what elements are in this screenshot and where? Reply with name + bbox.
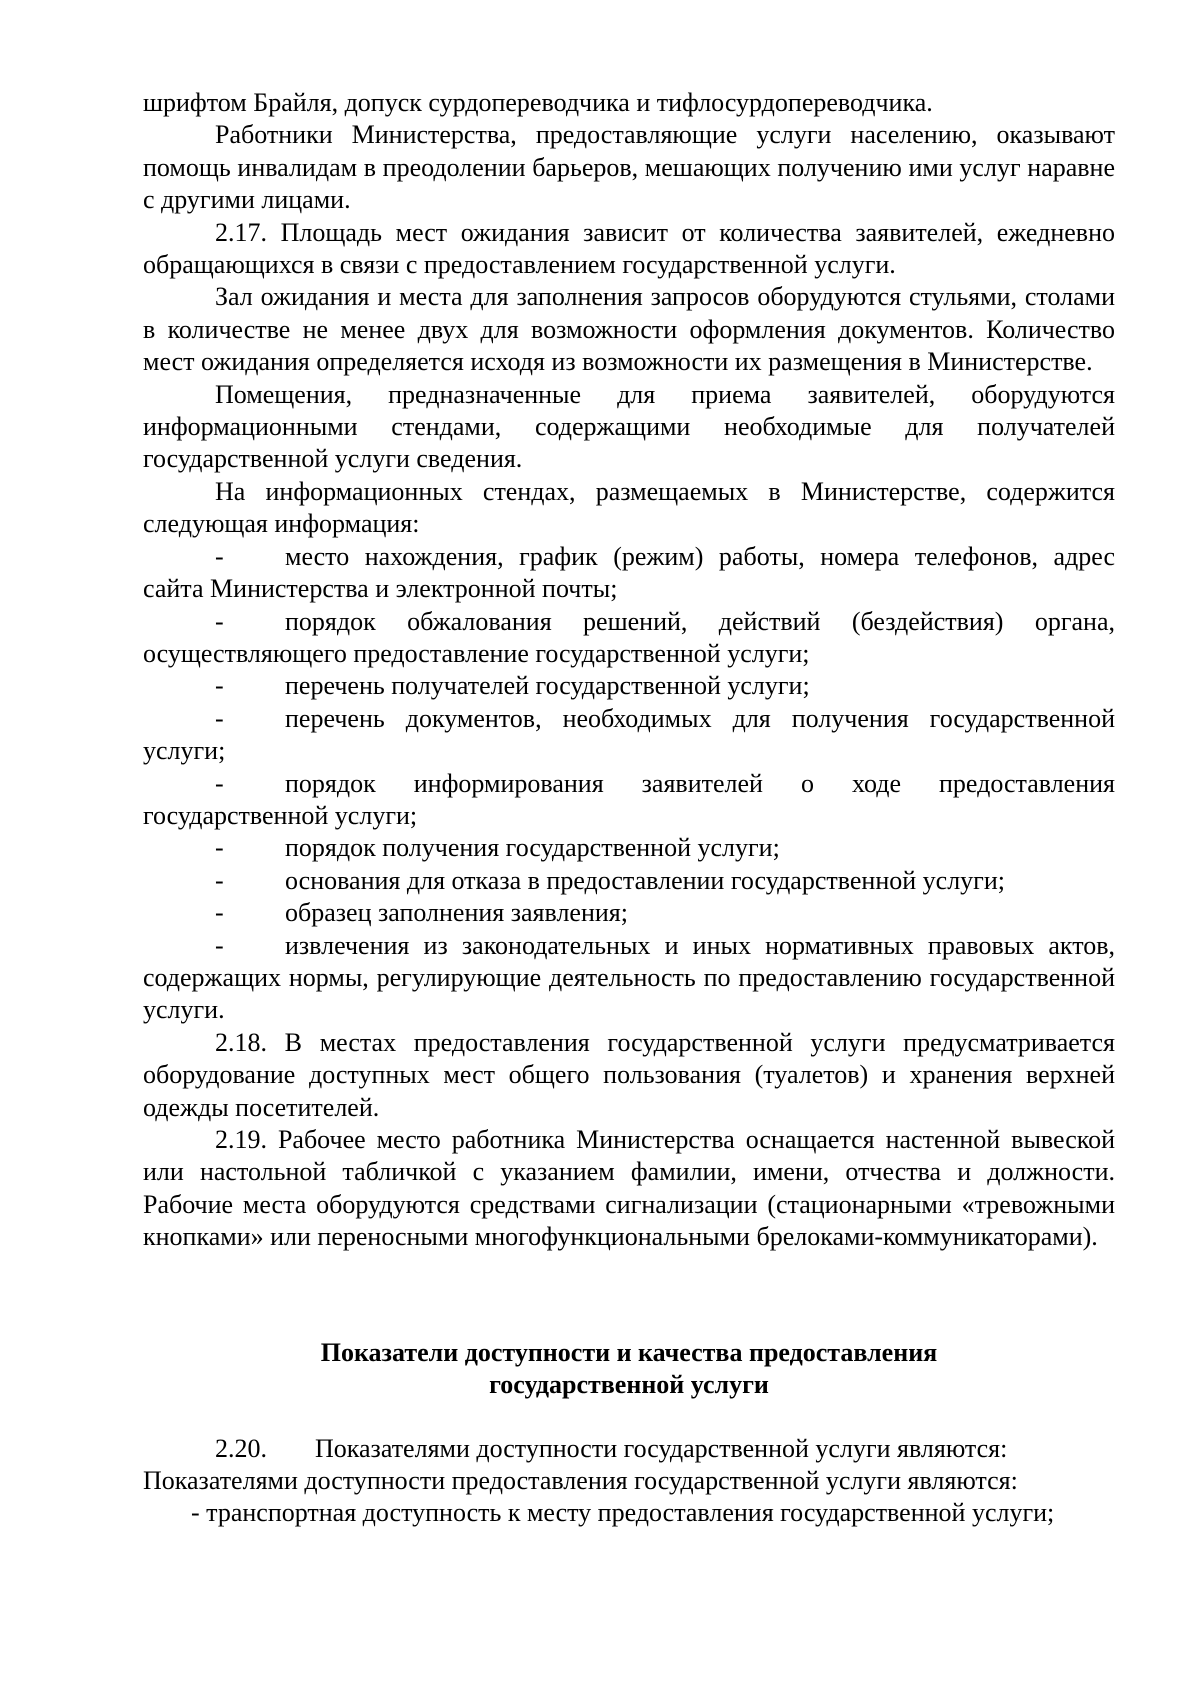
- list-item: [143, 832, 1115, 864]
- list-item-text: порядок обжалования решений, действий (бездействия) органа, осуществляющего предоставление государственной услуги;: [143, 606, 1115, 668]
- list-item-text: извлечения из законодательных и иных нормативных правовых актов, содержащих нормы, регулирующие деятельность по предоставлению государственной услуги.: [143, 930, 1115, 1025]
- list-item-text: порядок получения государственной услуги;: [285, 833, 780, 863]
- list-item: [143, 865, 1115, 897]
- paragraph-employees-help: Работники Министерства, предоставляющие услуги населению, оказывают помощь инвалидам в преодолении барьеров, мешающих получению ими услуг наравне с другими лицами.: [143, 120, 1115, 215]
- paragraph-2-19: 2.19. Рабочее место работника Министерства оснащается настенной вывеской или настольной табличкой с указанием фамилии, имени, отчества и должности. Рабочие места оборудуются средствами сигнализации (стационарными «тревожными кнопками» или переносными многофункциональными брелоками-коммуникаторами).: [143, 1125, 1115, 1252]
- list-item: [143, 897, 1115, 929]
- list-dash: -: [215, 703, 224, 733]
- list-item-text: перечень документов, необходимых для получения государственной услуги;: [143, 703, 1115, 766]
- document-body: [143, 87, 1115, 1530]
- section-heading-line-2: государственной услуги: [489, 1369, 769, 1399]
- list-item-transport: - транспортная доступность к месту предоставления государственной услуги;: [191, 1498, 1055, 1528]
- paragraph-2-18: 2.18. В местах предоставления государственной услуги предусматривается оборудование доступных мест общего пользования (туалетов) и хранения верхней одежды посетителей.: [143, 1027, 1115, 1122]
- list-item: [143, 703, 1115, 768]
- list-dash: -: [215, 930, 224, 960]
- section-spacer: [143, 1254, 1115, 1337]
- list-item-text: основания для отказа в предоставлении государственной услуги;: [285, 865, 1005, 895]
- list-dash: -: [215, 898, 224, 928]
- list-dash: -: [215, 671, 224, 701]
- list-item: [143, 768, 1115, 833]
- paragraph-braille: шрифтом Брайля, допуск сурдопереводчика и тифлосурдопереводчика.: [143, 88, 933, 117]
- paragraph-2-20: [143, 1433, 1115, 1465]
- list-item-text: порядок информирования заявителей о ходе предоставления государственной услуги;: [143, 768, 1115, 830]
- paragraph-number: 2.20.: [215, 1433, 267, 1463]
- list-item: [143, 930, 1115, 1027]
- list-item-text: место нахождения, график (режим) работы, номера телефонов, адрес сайта Министерства и электронной почты;: [143, 541, 1115, 604]
- heading-spacer: [143, 1401, 1115, 1433]
- list-dash: -: [215, 768, 224, 798]
- paragraph-stand-info-intro: На информационных стендах, размещаемых в Министерстве, содержится следующая информация:: [143, 476, 1115, 539]
- list-item-text: перечень получателей государственной услуги;: [285, 671, 810, 701]
- paragraph-2-17: 2.17. Площадь мест ожидания зависит от количества заявителей, ежедневно обращающихся в связи с предоставлением государственной услуги.: [143, 217, 1115, 280]
- paragraph-premises-stands: Помещения, предназначенные для приема заявителей, оборудуются информационными стендами, содержащими необходимые для получателей государственной услуги сведения.: [143, 379, 1115, 474]
- section-heading-line-1: Показатели доступности и качества предоставления: [320, 1337, 938, 1367]
- list-item: [143, 670, 1115, 702]
- list-dash: -: [215, 865, 224, 895]
- list-item: [143, 541, 1115, 606]
- list-dash: -: [215, 541, 224, 571]
- list-item-text: образец заполнения заявления;: [285, 898, 628, 928]
- paragraph-2-20-second: Показателями доступности предоставления государственной услуги являются:: [143, 1466, 1018, 1496]
- list-dash: -: [215, 833, 224, 863]
- paragraph-waiting-hall: Зал ожидания и места для заполнения запросов оборудуются стульями, столами в количестве не менее двух для возможности оформления документов. Количество мест ожидания определяется исходя из возможности их размещения в Министерстве.: [143, 282, 1115, 377]
- list-dash: -: [215, 606, 224, 636]
- list-item: [143, 606, 1115, 671]
- paragraph-2-20-text: Показателями доступности государственной услуги являются:: [315, 1433, 1008, 1463]
